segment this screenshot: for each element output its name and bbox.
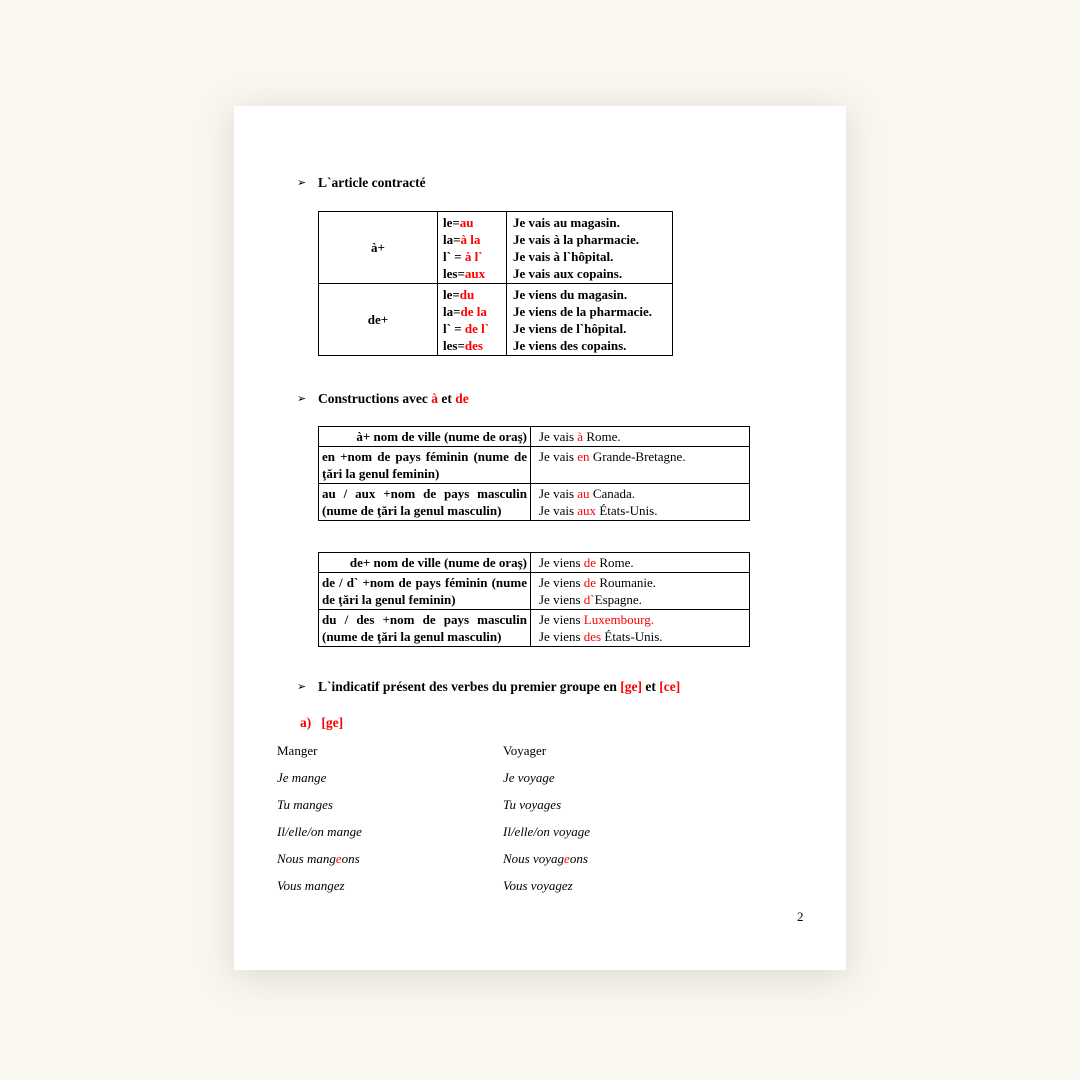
example-cell: Je viens Luxembourg. Je viens des États-Unis.: [531, 610, 750, 647]
preposition-cell: de+: [319, 284, 438, 356]
example-cell: Je vais à Rome.: [531, 427, 750, 447]
verb-title: Manger: [277, 743, 318, 758]
table-row: [319, 553, 750, 573]
rule-cell: à+ nom de ville (nume de oraş): [319, 427, 531, 447]
example-cell: Je vais en Grande-Bretagne.: [531, 447, 750, 484]
arrow-bullet-icon: ➢: [297, 680, 307, 693]
heading-article-contracte: [297, 174, 426, 191]
examples-cell: Je viens du magasin. Je viens de la pharmacie. Je viens de l`hôpital. Je viens des copains.: [507, 284, 673, 356]
verb-forms: Je voyage Tu voyages Il/elle/on voyage Nous voyageons Vous voyagez: [503, 770, 590, 893]
forms-cell: le=du la=de la l` = de l` les=des: [438, 284, 507, 356]
examples-cell: Je vais au magasin. Je vais à la pharmacie. Je vais à l`hôpital. Je vais aux copains.: [507, 212, 673, 284]
heading-indicatif-present: [297, 678, 680, 695]
table-row-a: [319, 212, 673, 284]
verb-title: Voyager: [503, 743, 547, 758]
rule-cell: du / des +nom de pays masculin (nume de ţări la genul masculin): [319, 610, 531, 647]
arrow-bullet-icon: ➢: [297, 176, 307, 189]
example-cell: Je viens de Roumanie. Je viens d`Espagne.: [531, 573, 750, 610]
subheading-ge: a) [ge]: [300, 715, 344, 730]
conjugation-column-voyager: [503, 743, 590, 905]
verb-forms: Je mange Tu manges Il/elle/on mange Nous mangeons Vous mangez: [277, 770, 362, 893]
document-page: [234, 106, 846, 970]
table-row: [319, 484, 750, 521]
conjugation-section: [234, 743, 846, 909]
article-contracte-table: [318, 211, 673, 356]
page-number: 2: [797, 909, 804, 924]
arrow-bullet-icon: ➢: [297, 392, 307, 405]
aller-prepositions-table: [318, 426, 750, 521]
table-row: [319, 447, 750, 484]
heading-text: L`indicatif présent des verbes du premier groupe en [ge] et [ce]: [318, 679, 681, 694]
rule-cell: de / d` +nom de pays féminin (nume de ţări la genul feminin): [319, 573, 531, 610]
rule-cell: en +nom de pays féminin (nume de ţări la genul feminin): [319, 447, 531, 484]
venir-prepositions-table: [318, 552, 750, 647]
preposition-cell: à+: [319, 212, 438, 284]
example-cell: Je viens de Rome.: [531, 553, 750, 573]
table-row: [319, 427, 750, 447]
conjugation-column-manger: [277, 743, 362, 905]
heading-text: L`article contracté: [318, 175, 426, 190]
table-row-de: [319, 284, 673, 356]
rule-cell: au / aux +nom de pays masculin (nume de ţări la genul masculin): [319, 484, 531, 521]
example-cell: Je vais au Canada. Je vais aux États-Unis.: [531, 484, 750, 521]
heading-constructions: [297, 390, 469, 407]
table-row: [319, 610, 750, 647]
heading-text: Constructions avec à et de: [318, 391, 469, 406]
forms-cell: le=au la=à la l` = à l` les=aux: [438, 212, 507, 284]
rule-cell: de+ nom de ville (nume de oraş): [319, 553, 531, 573]
table-row: [319, 573, 750, 610]
